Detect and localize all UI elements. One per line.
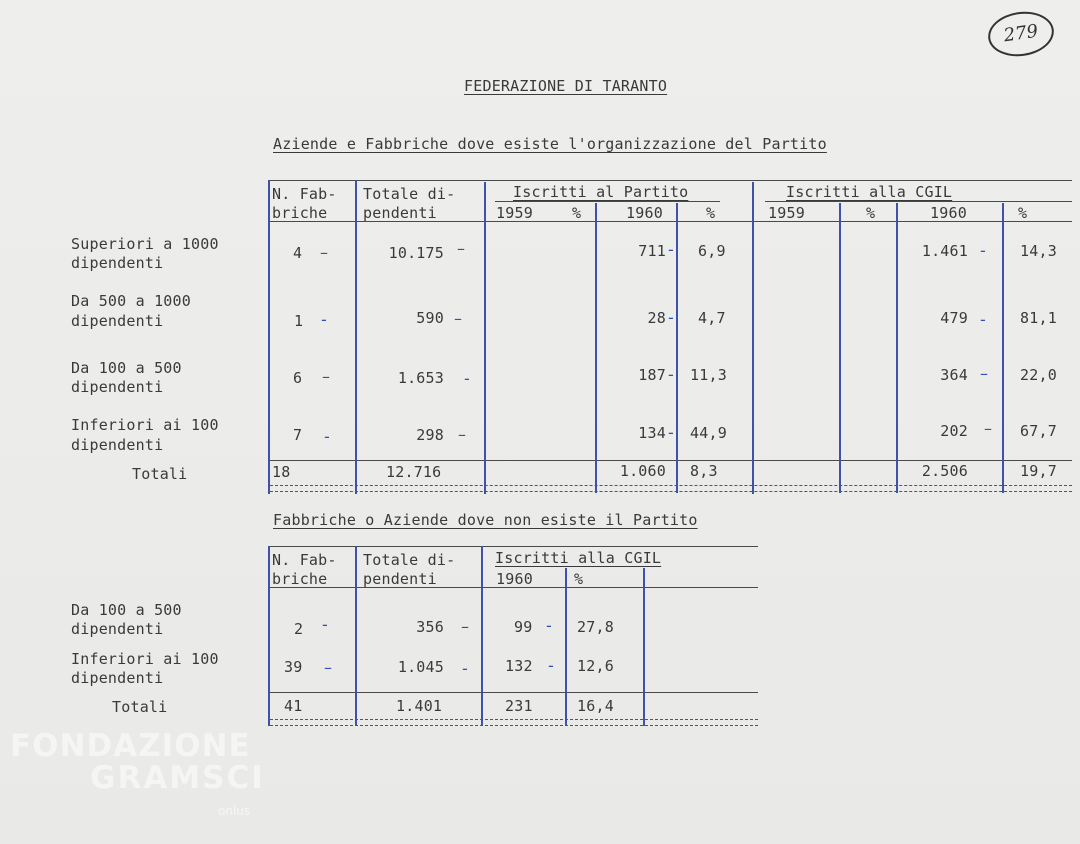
table1-row-label: Superiori a 1000 — [71, 235, 219, 253]
table2-header-year: 1960 — [496, 570, 533, 588]
check-mark: - — [980, 241, 986, 260]
table1-cell: 298 — [416, 426, 444, 444]
check-mark: - — [321, 310, 327, 329]
table1-header-totale: Totale di- — [363, 185, 456, 203]
table1-header-percent: % — [572, 204, 582, 222]
check-mark: – — [461, 617, 469, 636]
table2-cell: 132 — [505, 657, 533, 675]
table1-cell: 202 — [940, 422, 968, 440]
table2-column-line — [565, 568, 567, 726]
check-mark: – — [320, 243, 328, 262]
table1-header-iscritti-cgil: Iscritti alla CGIL — [786, 183, 953, 201]
table2-cell: 1.045 — [397, 658, 444, 676]
table1-header-percent: % — [1018, 204, 1028, 222]
check-mark: – — [322, 367, 330, 386]
table2-column-line — [355, 546, 357, 726]
table1-header-percent: % — [866, 204, 876, 222]
table2-cell: 99 — [514, 618, 533, 636]
table2-row-label: Inferiori ai 100 — [71, 650, 219, 668]
table1-total-cell: 8,3 — [690, 462, 718, 480]
table1-cell: 11,3 — [690, 366, 727, 384]
watermark-logo: GRAMSCI — [90, 760, 265, 796]
table1-cell: 81,1 — [1020, 309, 1057, 327]
check-mark: - — [548, 656, 554, 675]
table1-cell: 1.461 — [921, 242, 968, 260]
table2-caption: Fabbriche o Aziende dove non esiste il Partito — [273, 511, 698, 529]
table1-totals-label: Totali — [132, 465, 188, 483]
table1-cell: 10.175 — [388, 244, 444, 262]
table1-column-line — [676, 203, 678, 493]
table1-column-line — [752, 182, 754, 494]
check-mark: – — [457, 239, 465, 258]
table1-header-year: 1959 — [496, 204, 533, 222]
check-mark: - — [668, 240, 674, 259]
check-mark: - — [980, 310, 986, 329]
table2-cell: 356 — [416, 618, 444, 636]
table1-total-cell: 2.506 — [921, 462, 968, 480]
table1-cell: 134 — [638, 424, 666, 442]
table2-totals-label: Totali — [112, 698, 168, 716]
table2-header-percent: % — [574, 570, 584, 588]
table1-total-cell: 1.060 — [619, 462, 666, 480]
table1-column-line — [839, 203, 841, 493]
table2-total-cell: 1.401 — [396, 697, 443, 715]
table1-column-line — [896, 203, 898, 493]
table1-cell: 28 — [647, 309, 666, 327]
table1-total-cell: 18 — [272, 463, 291, 481]
check-mark: – — [324, 658, 332, 677]
table2-header-nfab: N. Fab- — [272, 551, 337, 569]
table2-header-iscritti-cgil: Iscritti alla CGIL — [495, 549, 662, 567]
table2-cell: 39 — [284, 658, 303, 676]
table1-double-rule — [270, 485, 1072, 492]
table1-header-nfab: briche — [272, 204, 328, 222]
table2-cell: 27,8 — [577, 618, 614, 636]
table1-row-label: dipendenti — [71, 312, 164, 330]
table1-cell: 187 — [638, 366, 666, 384]
table1-cell: 1.653 — [397, 369, 444, 387]
table1-column-line — [268, 180, 270, 494]
table1-row-label: Da 500 a 1000 — [71, 292, 191, 310]
table2-column-line — [268, 546, 270, 726]
table1-row-label: dipendenti — [71, 436, 164, 454]
table1-column-line — [484, 182, 486, 494]
page-number-stamp: 279 — [985, 8, 1056, 61]
table1-cell: 14,3 — [1020, 242, 1057, 260]
document-title: FEDERAZIONE DI TARANTO — [464, 77, 668, 95]
table1-cell: 22,0 — [1020, 366, 1057, 384]
table1-cell: 6,9 — [698, 242, 726, 260]
table1-row-label: Inferiori ai 100 — [71, 416, 219, 434]
table2-double-rule — [270, 719, 758, 726]
table1-cell: 590 — [416, 309, 444, 327]
table1-rule — [268, 180, 1072, 181]
check-mark: – — [454, 309, 462, 328]
table1-header-iscritti-partito: Iscritti al Partito — [513, 183, 689, 201]
table2-header-totale: Totale di- — [363, 551, 456, 569]
table2-rule — [268, 692, 758, 693]
check-mark: - — [668, 308, 674, 327]
table1-cell: 364 — [940, 366, 968, 384]
check-mark: - — [668, 365, 674, 384]
table2-rule — [268, 546, 758, 547]
table1-header-percent: % — [706, 204, 716, 222]
table2-total-cell: 16,4 — [577, 697, 614, 715]
check-mark: - — [546, 616, 552, 635]
table1-rule — [765, 201, 1072, 202]
table1-cell: 1 — [294, 312, 304, 330]
table2-total-cell: 231 — [505, 697, 533, 715]
check-mark: – — [458, 425, 466, 444]
table1-cell: 6 — [293, 369, 303, 387]
table1-cell: 4,7 — [698, 309, 726, 327]
table1-cell: 7 — [293, 426, 303, 444]
table1-column-line — [355, 180, 357, 494]
table1-cell: 479 — [940, 309, 968, 327]
table1-column-line — [1002, 203, 1004, 493]
table2-row-label: dipendenti — [71, 669, 164, 687]
table2-cell: 12,6 — [577, 657, 614, 675]
table1-caption: Aziende e Fabbriche dove esiste l'organizzazione del Partito — [273, 135, 827, 153]
table1-header-year: 1960 — [626, 204, 663, 222]
check-mark: - — [462, 659, 468, 678]
table1-rule — [495, 201, 720, 202]
watermark-logo: onlus — [218, 804, 251, 818]
table1-total-cell: 19,7 — [1020, 462, 1057, 480]
check-mark: - — [324, 427, 330, 446]
check-mark: - — [464, 369, 470, 388]
table1-header-nfab: N. Fab- — [272, 185, 337, 203]
table1-header-year: 1960 — [930, 204, 967, 222]
table1-cell: 4 — [293, 244, 303, 262]
table1-rule — [268, 460, 1072, 461]
table1-cell: 44,9 — [690, 424, 727, 442]
table2-header-nfab: briche — [272, 570, 328, 588]
table2-row-label: Da 100 a 500 — [71, 601, 182, 619]
check-mark: - — [668, 423, 674, 442]
check-mark: – — [984, 419, 992, 438]
table1-total-cell: 12.716 — [386, 463, 442, 481]
table1-header-year: 1959 — [768, 204, 805, 222]
table2-row-label: dipendenti — [71, 620, 164, 638]
table2-column-line — [481, 546, 483, 726]
check-mark: - — [322, 615, 328, 634]
table1-cell: 711 — [638, 242, 666, 260]
table1-header-totale: pendenti — [363, 204, 437, 222]
check-mark: – — [980, 364, 988, 383]
table1-row-label: dipendenti — [71, 254, 164, 272]
table2-column-line — [643, 568, 645, 726]
table1-row-label: dipendenti — [71, 378, 164, 396]
table2-total-cell: 41 — [284, 697, 303, 715]
table1-row-label: Da 100 a 500 — [71, 359, 182, 377]
table1-cell: 67,7 — [1020, 422, 1057, 440]
table2-header-totale: pendenti — [363, 570, 437, 588]
watermark-logo: FONDAZIONE — [10, 728, 251, 764]
table1-column-line — [595, 203, 597, 493]
table2-cell: 2 — [294, 620, 304, 638]
